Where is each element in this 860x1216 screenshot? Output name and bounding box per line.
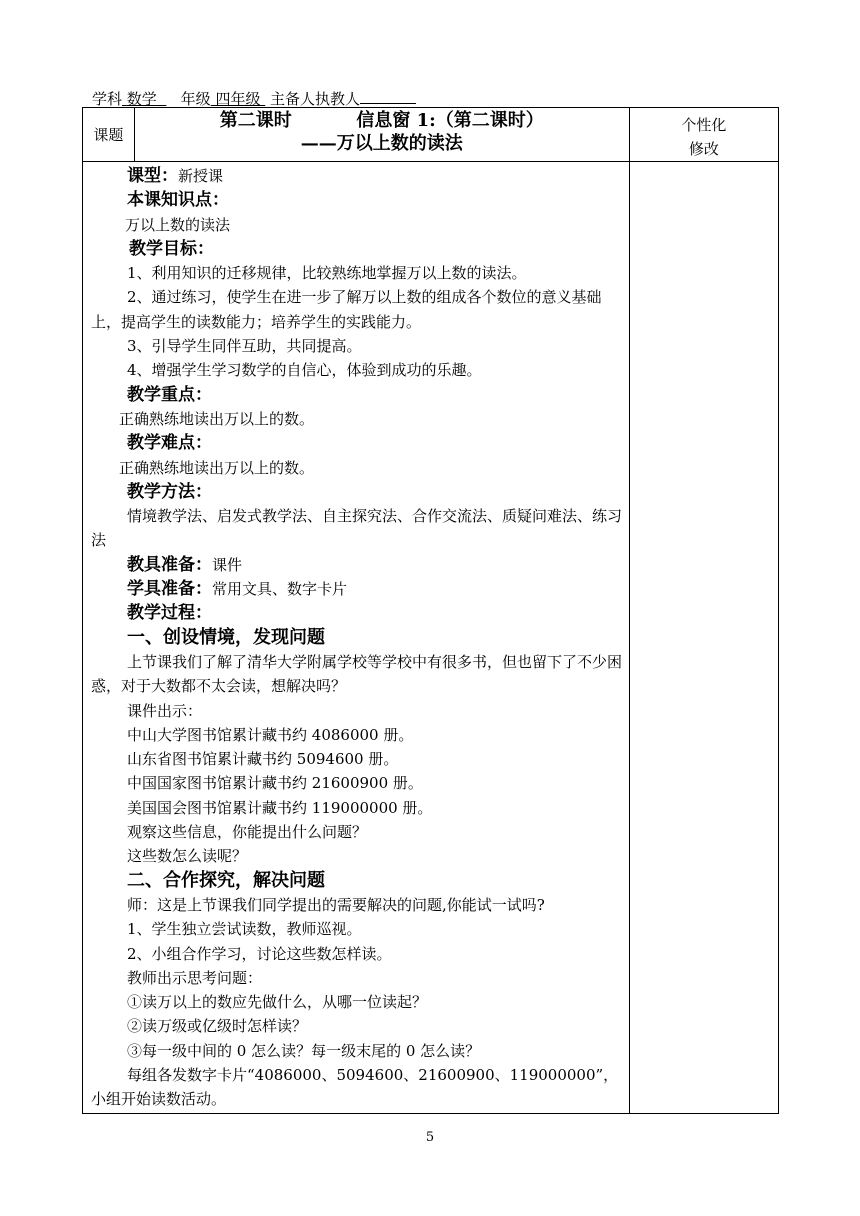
side-line1: 个性化 <box>681 116 727 134</box>
header-line <box>92 88 416 109</box>
student-tools-label: 学具准备： <box>127 579 212 600</box>
section2-title: 二、合作探究，解决问题 <box>127 869 325 891</box>
topic-label-cell <box>83 108 135 162</box>
section1-line: 这些数怎么读呢？ <box>127 847 248 866</box>
goals-label: 教学目标： <box>129 238 214 259</box>
teacher-label: 主备人执教人 <box>270 90 361 108</box>
page-number: 5 <box>425 1130 435 1145</box>
section1-line: 上节课我们了解了清华大学附属学校等学校中有很多书，但也留下了不少困惑，对于大数都不太会读，想解决吗？ <box>91 652 623 696</box>
title-part2: 信息窗 1:（第二课时） <box>356 110 544 131</box>
lesson-type: 新授课 <box>178 167 224 185</box>
grade-value: 四年级 <box>215 90 261 108</box>
student-tools: 常用文具、数字卡片 <box>212 580 348 599</box>
difficulty-text: 正确熟练地读出万以上的数。 <box>119 458 315 477</box>
section1-title: 一、创设情境，发现问题 <box>127 626 325 648</box>
goal-item: 1、利用知识的迁移规律，比较熟练地掌握万以上数的读法。 <box>127 264 527 283</box>
section2-line: 师：这是上节课我们同学提出的需要解决的问题,你能试一试吗? <box>127 895 545 914</box>
notes-column <box>629 162 778 1114</box>
side-header-cell <box>629 108 778 162</box>
section2-line: ②读万级或亿级时怎样读？ <box>127 1017 308 1036</box>
knowledge-label: 本课知识点： <box>127 190 229 211</box>
section1-line: 山东省图书馆累计藏书约 5094600 册。 <box>127 750 399 769</box>
lesson-type-label: 课型： <box>127 166 178 186</box>
title-part1: 第二课时 <box>219 110 292 131</box>
section2-line: 每组各发数字卡片“4086000、5094600、21600900、119000000”，小组开始读数活动。 <box>91 1065 619 1109</box>
methods-label: 教学方法： <box>127 481 212 502</box>
lesson-plan-table <box>82 107 779 1114</box>
side-line2: 修改 <box>688 140 719 158</box>
section2-line: ③每一级中间的 0 怎么读？每一级末尾的 0 怎么读？ <box>127 1041 481 1060</box>
goal-item: 4、增强学生学习数学的自信心，体验到成功的乐趣。 <box>127 361 482 380</box>
subject-label: 学科 <box>92 90 123 108</box>
goal-item: 3、引导学生同伴互助，共同提高。 <box>127 337 362 356</box>
focus-text: 正确熟练地读出万以上的数。 <box>119 409 315 428</box>
process-label: 教学过程： <box>127 603 212 624</box>
focus-label: 教学重点： <box>127 384 212 405</box>
section1-line: 中国国家图书馆累计藏书约 21600900 册。 <box>127 774 423 793</box>
content-cell <box>83 162 630 1114</box>
section2-line: 1、学生独立尝试读数，教师巡视。 <box>127 920 362 939</box>
teacher-tools-label: 教具准备： <box>127 554 212 575</box>
topic-label: 课题 <box>93 126 124 144</box>
teacher-blank <box>360 89 416 104</box>
title-cell <box>134 108 629 162</box>
subject-value: 数学 <box>126 90 157 108</box>
knowledge-text: 万以上数的读法 <box>125 215 231 234</box>
goal-item: 2、通过练习，使学生在进一步了解万以上数的组成各个数位的意义基础上，提高学生的读数能力；培养学生的实践能力。 <box>91 288 602 331</box>
title-line2: ——万以上数的读法 <box>300 133 463 154</box>
section1-line: 美国国会图书馆累计藏书约 119000000 册。 <box>127 798 433 817</box>
methods-text: 情境教学法、启发式教学法、自主探究法、合作交流法、质疑问难法、练习法 <box>91 507 623 550</box>
teacher-tools: 课件 <box>212 555 243 574</box>
difficulty-label: 教学难点： <box>127 433 212 454</box>
section2-line: 教师出示思考问题： <box>127 968 263 987</box>
section2-line: ①读万以上的数应先做什么，从哪一位读起？ <box>127 993 428 1012</box>
grade-label: 年级 <box>180 90 211 108</box>
section2-line: 2、小组合作学习，讨论这些数怎样读。 <box>127 944 392 963</box>
section1-line: 观察这些信息，你能提出什么问题？ <box>127 823 368 842</box>
section1-line: 中山大学图书馆累计藏书约 4086000 册。 <box>127 725 414 744</box>
section1-line: 课件出示： <box>127 701 203 720</box>
